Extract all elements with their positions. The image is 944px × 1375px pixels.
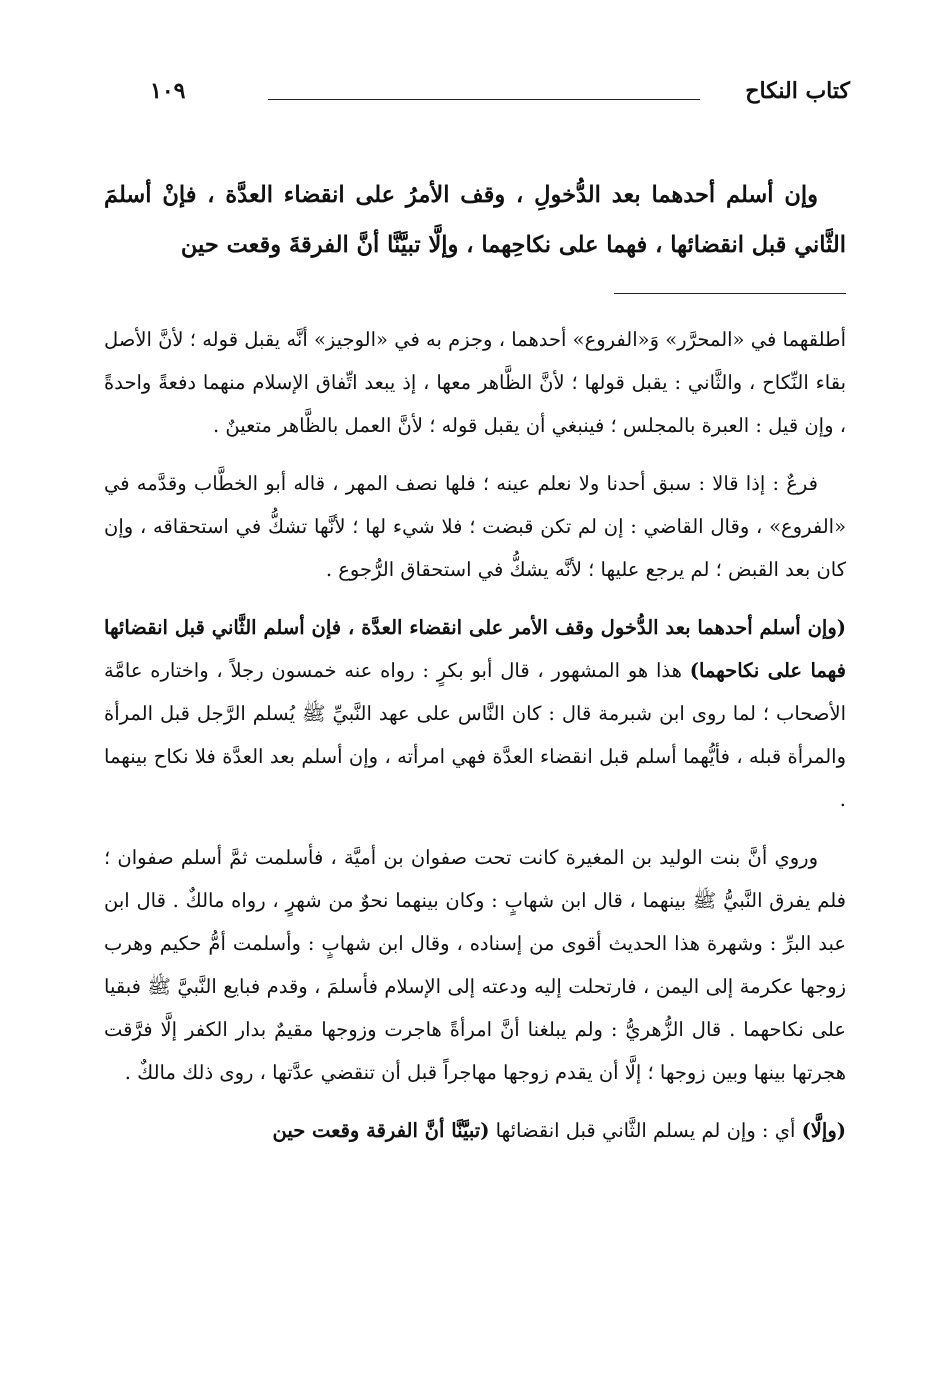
commentary-text: هذا هو المشهور ، قال أبو بكرٍ : رواه عنه خمسون رجلاً ، واختاره عامَّة الأصحاب ؛ لما روى ابن شبرمة قال : كان النَّاس على عهد النَّبيِّ ﷺ يُسلم الرَّجل قبل المرأة والمرأة قبله ، فأيُّهما أسلم قبل انقضاء العدَّة فهي امرأته ، وإن أسلم بعد العدَّة فلا نكاح بينهما . — [104, 659, 846, 811]
quoted-matn: (وإلَّا) — [801, 1119, 846, 1142]
commentary-paragraph-1: أطلقهما في «المحرَّر» وَ«الفروع» أحدهما ، وجزم به في «الوجيز» أنَّه يقبل قوله ؛ لأنَّ الأصل بقاء النِّكاح ، والثَّاني : يقبل قولها ؛ لأنَّ الظَّاهر معها ، إذ يبعد اتِّفاق الإسلام منهما دفعةً واحدةً ، وإن قيل : العبرة بالمجلس ؛ فينبغي أن يقبل قوله ؛ لأنَّ العمل بالظَّاهر متعينٌ . — [104, 328, 846, 437]
main-text — [104, 170, 846, 270]
footnote-separator — [614, 293, 846, 294]
commentary-paragraph-5 — [104, 1109, 846, 1152]
quoted-matn: (وإن أسلم أحدهما بعد الدُّخول وقف الأمر على انقضاء العدَّة ، فإن أسلم الثَّاني قبل انقضائها فهما على نكاحهما) — [104, 616, 846, 682]
commentary-paragraph-3 — [104, 606, 846, 821]
main-text-paragraph: وإن أسلم أحدهما بعد الدُّخولِ ، وقف الأمرُ على انقضاء العدَّة ، فإنْ أسلمَ الثَّاني قبل انقضائها ، فهما على نكاحِهما ، وإلَّا تبيَّنَّا أنَّ الفرقةَ وقعت حين — [104, 182, 846, 258]
quoted-matn: (تبيَّنَّا أنَّ الفرقة وقعت حين — [272, 1119, 490, 1142]
commentary-text: أي : وإن لم يسلم الثَّاني قبل انقضائها — [489, 1119, 802, 1142]
page-number: ١٠٩ — [150, 78, 186, 104]
commentary-paragraph-4: وروي أنَّ بنت الوليد بن المغيرة كانت تحت صفوان بن أميَّة ، فأسلمت ثمَّ أسلم صفوان ؛ فلم يفرق النَّبيُّ ﷺ بينهما ، قال ابن شهابٍ : وكان بينهما نحوٌ من شهرٍ ، رواه مالكٌ . قال ابن عبد البرِّ : وشهرة هذا الحديث أقوى من إسناده ، وقال ابن شهابٍ : وأسلمت أمُّ حكيم وهرب زوجها عكرمة إلى اليمن ، فارتحلت إليه ودعته إلى الإسلام فأسلمَ ، وقدم فبايع النَّبيَّ ﷺ فبقيا على نكاحهما . قال الزُّهريُّ : ولم يبلغنا أنَّ امرأةً هاجرت وزوجها مقيمٌ بدار الكفر إلَّا فرَّقت هجرتها بينها وبين زوجها ؛ إلَّا أن يقدم زوجها مهاجراً قبل أن تنقضي عدَّتها ، روى ذلك مالكٌ . — [104, 846, 846, 1084]
running-title: كتاب النكاح — [745, 78, 850, 104]
header-rule — [268, 99, 700, 100]
commentary — [104, 318, 846, 1167]
page-header — [150, 78, 850, 118]
commentary-paragraph-2: فرعٌ : إذا قالا : سبق أحدنا ولا نعلم عينه ؛ فلها نصف المهر ، قاله أبو الخطَّاب وقدَّمه في «الفروع» ، وقال القاضي : إن لم تكن قبضت ؛ فلا شيء لها ؛ لأنَّها تشكُّ في استحقاقه ، وإن كان بعد القبض ؛ لم يرجع عليها ؛ لأنَّه يشكُّ في استحقاق الرُّجوع . — [104, 472, 846, 581]
